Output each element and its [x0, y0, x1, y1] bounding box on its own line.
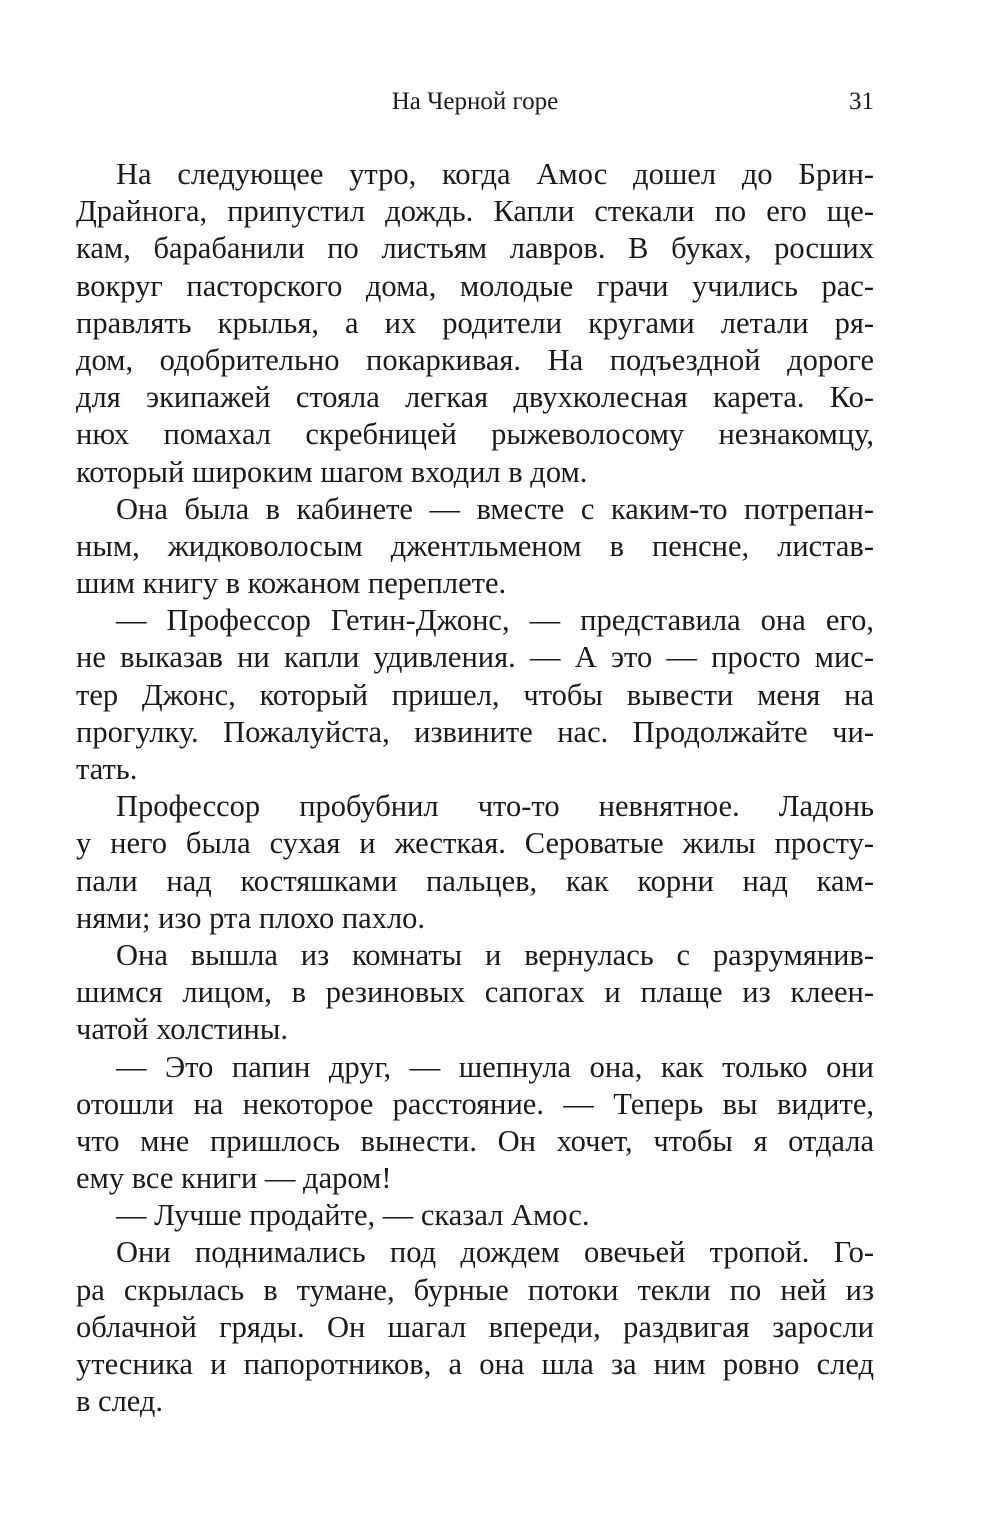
text-line: ра скрылась в тумане, бурные потоки текли по ней из: [76, 1272, 874, 1307]
text-line: — Это папин друг, — шепнула она, как только они: [116, 1049, 874, 1084]
text-line: Драйнога, припустил дождь. Капли стекали по его ще-: [76, 194, 874, 229]
running-head-title: На Черной горе: [391, 88, 559, 115]
text-line: На следующее утро, когда Амос дошел до Брин-: [116, 157, 874, 191]
text-line: утесника и папоротников, а она шла за ним ровно след: [76, 1347, 874, 1381]
text-line: шимся лицом, в резиновых сапогах и плаще из клеен-: [76, 975, 874, 1010]
paragraph: [76, 937, 874, 1049]
paragraph: [76, 1049, 874, 1198]
running-head: [76, 84, 874, 120]
text-line: что мне пришлось вынести. Он хочет, чтобы я отдала: [76, 1123, 874, 1158]
text-line: ему все книги — даром!: [76, 1161, 392, 1196]
paragraph: [76, 788, 874, 937]
paragraph: [76, 491, 874, 603]
text-line: облачной гряды. Он шагал впереди, раздвигая заросли: [76, 1309, 874, 1344]
text-line: дом, одобрительно покаркивая. На подъездной дороге: [76, 342, 874, 377]
text-line: правлять крылья, а их родители кругами летали ря-: [76, 305, 874, 340]
paragraph: [76, 1197, 874, 1234]
text-line: Они поднимались под дождем овечьей тропой. Го-: [116, 1235, 874, 1270]
text-line: отошли на некоторое расстояние. — Теперь вы видите,: [76, 1086, 874, 1121]
text-line: нями; изо рта плохо пахло.: [76, 900, 426, 935]
text-line: нюх помахал скребницей рыжеволосому незнакомцу,: [76, 417, 874, 452]
page-number: 31: [849, 88, 874, 115]
text-line: пали над костяшками пальцев, как корни над кам-: [76, 863, 874, 898]
text-line: прогулку. Пожалуйста, извините нас. Продолжайте чи-: [76, 714, 874, 749]
text-line: тер Джонс, который пришел, чтобы вывести меня на: [76, 677, 874, 712]
text-line: не выказав ни капли удивления. — А это — просто мис-: [76, 640, 874, 675]
text-line: в след.: [76, 1384, 164, 1419]
text-line: Профессор пробубнил что-то невнятное. Ладонь: [116, 789, 874, 824]
text-line: который широким шагом входил в дом.: [76, 454, 588, 489]
paragraph: [76, 1234, 874, 1420]
text-line: — Лучше продайте, — сказал Амос.: [116, 1198, 590, 1233]
text-line: кам, барабанили по листьям лавров. В буках, росших: [76, 231, 874, 266]
paragraph: [76, 156, 874, 491]
text-line: вокруг пасторского дома, молодые грачи учились рас-: [76, 268, 874, 303]
text-line: Она вышла из комнаты и вернулась с разрумянив-: [116, 937, 874, 972]
paragraph: [76, 602, 874, 788]
body-text: [76, 156, 874, 1420]
text-line: тать.: [76, 752, 138, 786]
text-line: Она была в кабинете — вместе с каким-то потрепан-: [116, 491, 874, 526]
text-line: ным, жидковолосым джентльменом в пенсне, листав-: [76, 528, 874, 563]
text-line: у него была сухая и жесткая. Сероватые жилы просту-: [76, 826, 874, 861]
text-line: шим книгу в кожаном переплете.: [76, 566, 507, 601]
text-line: — Профессор Гетин-Джонс, — представила она его,: [116, 603, 874, 638]
text-line: для экипажей стояла легкая двухколесная карета. Ко-: [76, 380, 874, 415]
text-line: чатой холстины.: [76, 1012, 288, 1047]
